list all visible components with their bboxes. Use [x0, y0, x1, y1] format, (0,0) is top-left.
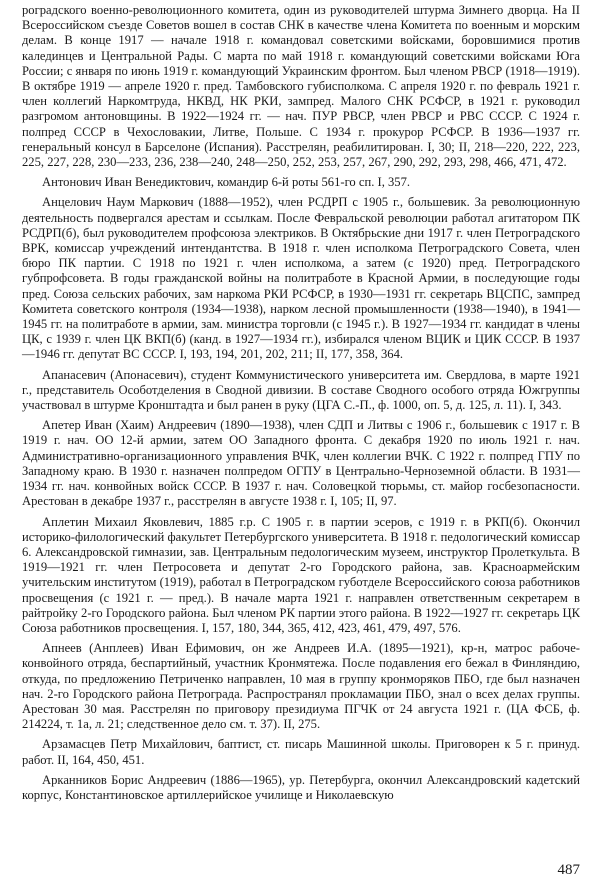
entry-antonov-ovseenko-continuation: роградского военно-революционного комитета, один из руководителей штурма Зимнего дворца. На II Всероссийском съезде Советов вошел в состав СНК в качестве члена Комитета по военным и морским делам. В конце 1917 — начале 1918 г. командовал советскими войсками, боровшимися против калединцев и Центральной Рады. С марта по май 1918 г. командующий советскими войсками Юга России; с января по июнь 1919 г. командующий Украинским фронтом. Был членом РВСР (1918—1919). В октябре 1919 — апреле 1920 г. пред. Тамбовского губисполкома. С апреля 1920 г. по февраль 1921 г. член коллегий Наркомтруда, НКВД, НК РКИ, зампред. Малого СНК РСФСР, в 1921 г. руководил разгромом антоновщины. В 1922—1924 гг. — нач. ПУР РВСР, член РВСР и РВС СССР. С 1924 г. полпред СССР в Чехословакии, Литве, Польше. С 1934 г. прокурор РСФСР. В 1936—1937 гг. генеральный консул в Барселоне (Испания). Расстрелян, реабилитирован. I, 30; II, 218—220, 222, 223, 225, 227, 228, 230—233, 236, 238—240, 248—250, 252, 253, 257, 267, 290, 292, 293, 298, 466, 471, 472. — [22, 3, 580, 170]
entry-apeter: Апетер Иван (Хаим) Андреевич (1890—1938), член СДП и Литвы с 1906 г., большевик с 1917 г. В 1919 г. нач. ОО 12-й армии, затем ОО Западного фронта. С декабря 1920 по июль 1921 г. нач. Административно-организационного управления ВЧК, член коллегии ВЧК. С 1922 г. полпред ГПУ по Западному краю. В 1930 г. назначен полпредом ОГПУ в Центрально-Черноземной области. В 1931—1934 гг. нач. конвойных войск СССР. В 1937 г. нач. Соловецкой тюрьмы, ст. майор госбезопасности. Арестован в декабре 1937 г., расстрелян в августе 1938 г. I, 105; II, 97. — [22, 418, 580, 509]
entry-apanasevich: Апанасевич (Апонасевич), студент Коммунистического университета им. Свердлова, в марте 1921 г., представитель Особотделения в Сводной дивизии. В составе Сводного особого отряда Южгруппы участвовал в штурме Кронштадта и был ранен в руку (ЦГА С.-П., ф. 1000, оп. 5, д. 125, л. 11). I, 343. — [22, 367, 580, 413]
page-number: 487 — [557, 862, 580, 878]
entry-arkannikov: Арканников Борис Андреевич (1886—1965), ур. Петербурга, окончил Александровский кадетский корпус, Константиновское артиллерийское училище и Николаевскую — [22, 772, 580, 802]
entry-apneev: Апнеев (Анплеев) Иван Ефимович, он же Андреев И.А. (1895—1921), кр-н, матрос рабоче-конвойного отряда, беспартийный, участник Кронмятежа. После подавления его бежал в Финляндию, откуда, по предложению Петриченко направлен, 10 мая в группу кронморяков ПБО, где был назначен нач. 2-го Городского района Петрограда. Распространял прокламации ПБО, знал о всех делах группы. Арестован 30 мая. Расстрелян по приговору президиума ПГЧК от 24 августа 1921 г. (ЦА ФСБ, ф. 214224, т. 1а, л. 21; следственное дело см. т. 37). II, 275. — [22, 641, 580, 732]
entry-arzamastsev: Арзамасцев Петр Михайлович, баптист, ст. писарь Машинной школы. Приговорен к 5 г. принуд. работ. II, 164, 450, 451. — [22, 737, 580, 767]
entry-antonovich: Антонович Иван Венедиктович, командир 6-й роты 561-го сп. I, 357. — [42, 175, 411, 190]
entry-antselovich: Анцелович Наум Маркович (1888—1952), член РСДРП с 1905 г., большевик. За революционную деятельность подвергался арестам и ссылкам. После Февральской революции работал агитатором ПК РСДРП(б), был руководителем профсоюза электриков. В Октябрьские дни 1917 г. член Петроградского ВРК, комиссар учреждений интендантства. В 1918 г. член исполкома Петроградского Совета, член бюро ПК партии. С 1918 по 1921 г. член исполкома, а затем (с 1920) пред. Петроградского губпрофсовета. В годы гражданской войны на политработе в Красной Армии, в последующие годы пред. Союза сельских рабочих, зам наркома РКИ РСФСР, в 1930—1931 гг. секретарь ВЦСПС, зампред Комитета советского контроля (1934—1938), нарком лесной промышленности (1938—1940), в 1941—1945 гг. на политработе в армии, зам. министра торговли (с 1945 г.). В 1927—1934 гг. кандидат в члены ЦК, с 1939 г. член ЦК ВКП(б) (канд. в 1927—1934 гг.), избирался членом ВЦИК и ЦИК СССР. В 1937—1946 гг. депутат ВС СССР. I, 193, 194, 201, 202, 211; II, 177, 358, 364. — [22, 195, 580, 362]
entry-apletin: Аплетин Михаил Яковлевич, 1885 г.р. С 1905 г. в партии эсеров, с 1919 г. в РКП(б). Окончил историко-филологический факультет Петербургского университета. В 1918 г. педологический комиссар 6. Александровской гимназии, зав. Центральным педологическим музеем, инструктор Пролеткульта. В 1919—1921 гг. член Петросовета и депутат 2-го Городского района, зав. Красноармейским учительским институтом (1919), работал в Петроградском губотделе Всероссийского союза работников просвещения (с 1921 г. — пред.). В начале марта 1921 г. направлен ответственным секретарем в райтройку 2-го Городского района. Был членом РК партии этого района. В 1922—1927 гг. секретарь ЦК Союза работников просвещения. I, 157, 180, 344, 365, 412, 423, 461, 479, 497, 576. — [22, 514, 580, 635]
page-body — [22, 3, 580, 808]
